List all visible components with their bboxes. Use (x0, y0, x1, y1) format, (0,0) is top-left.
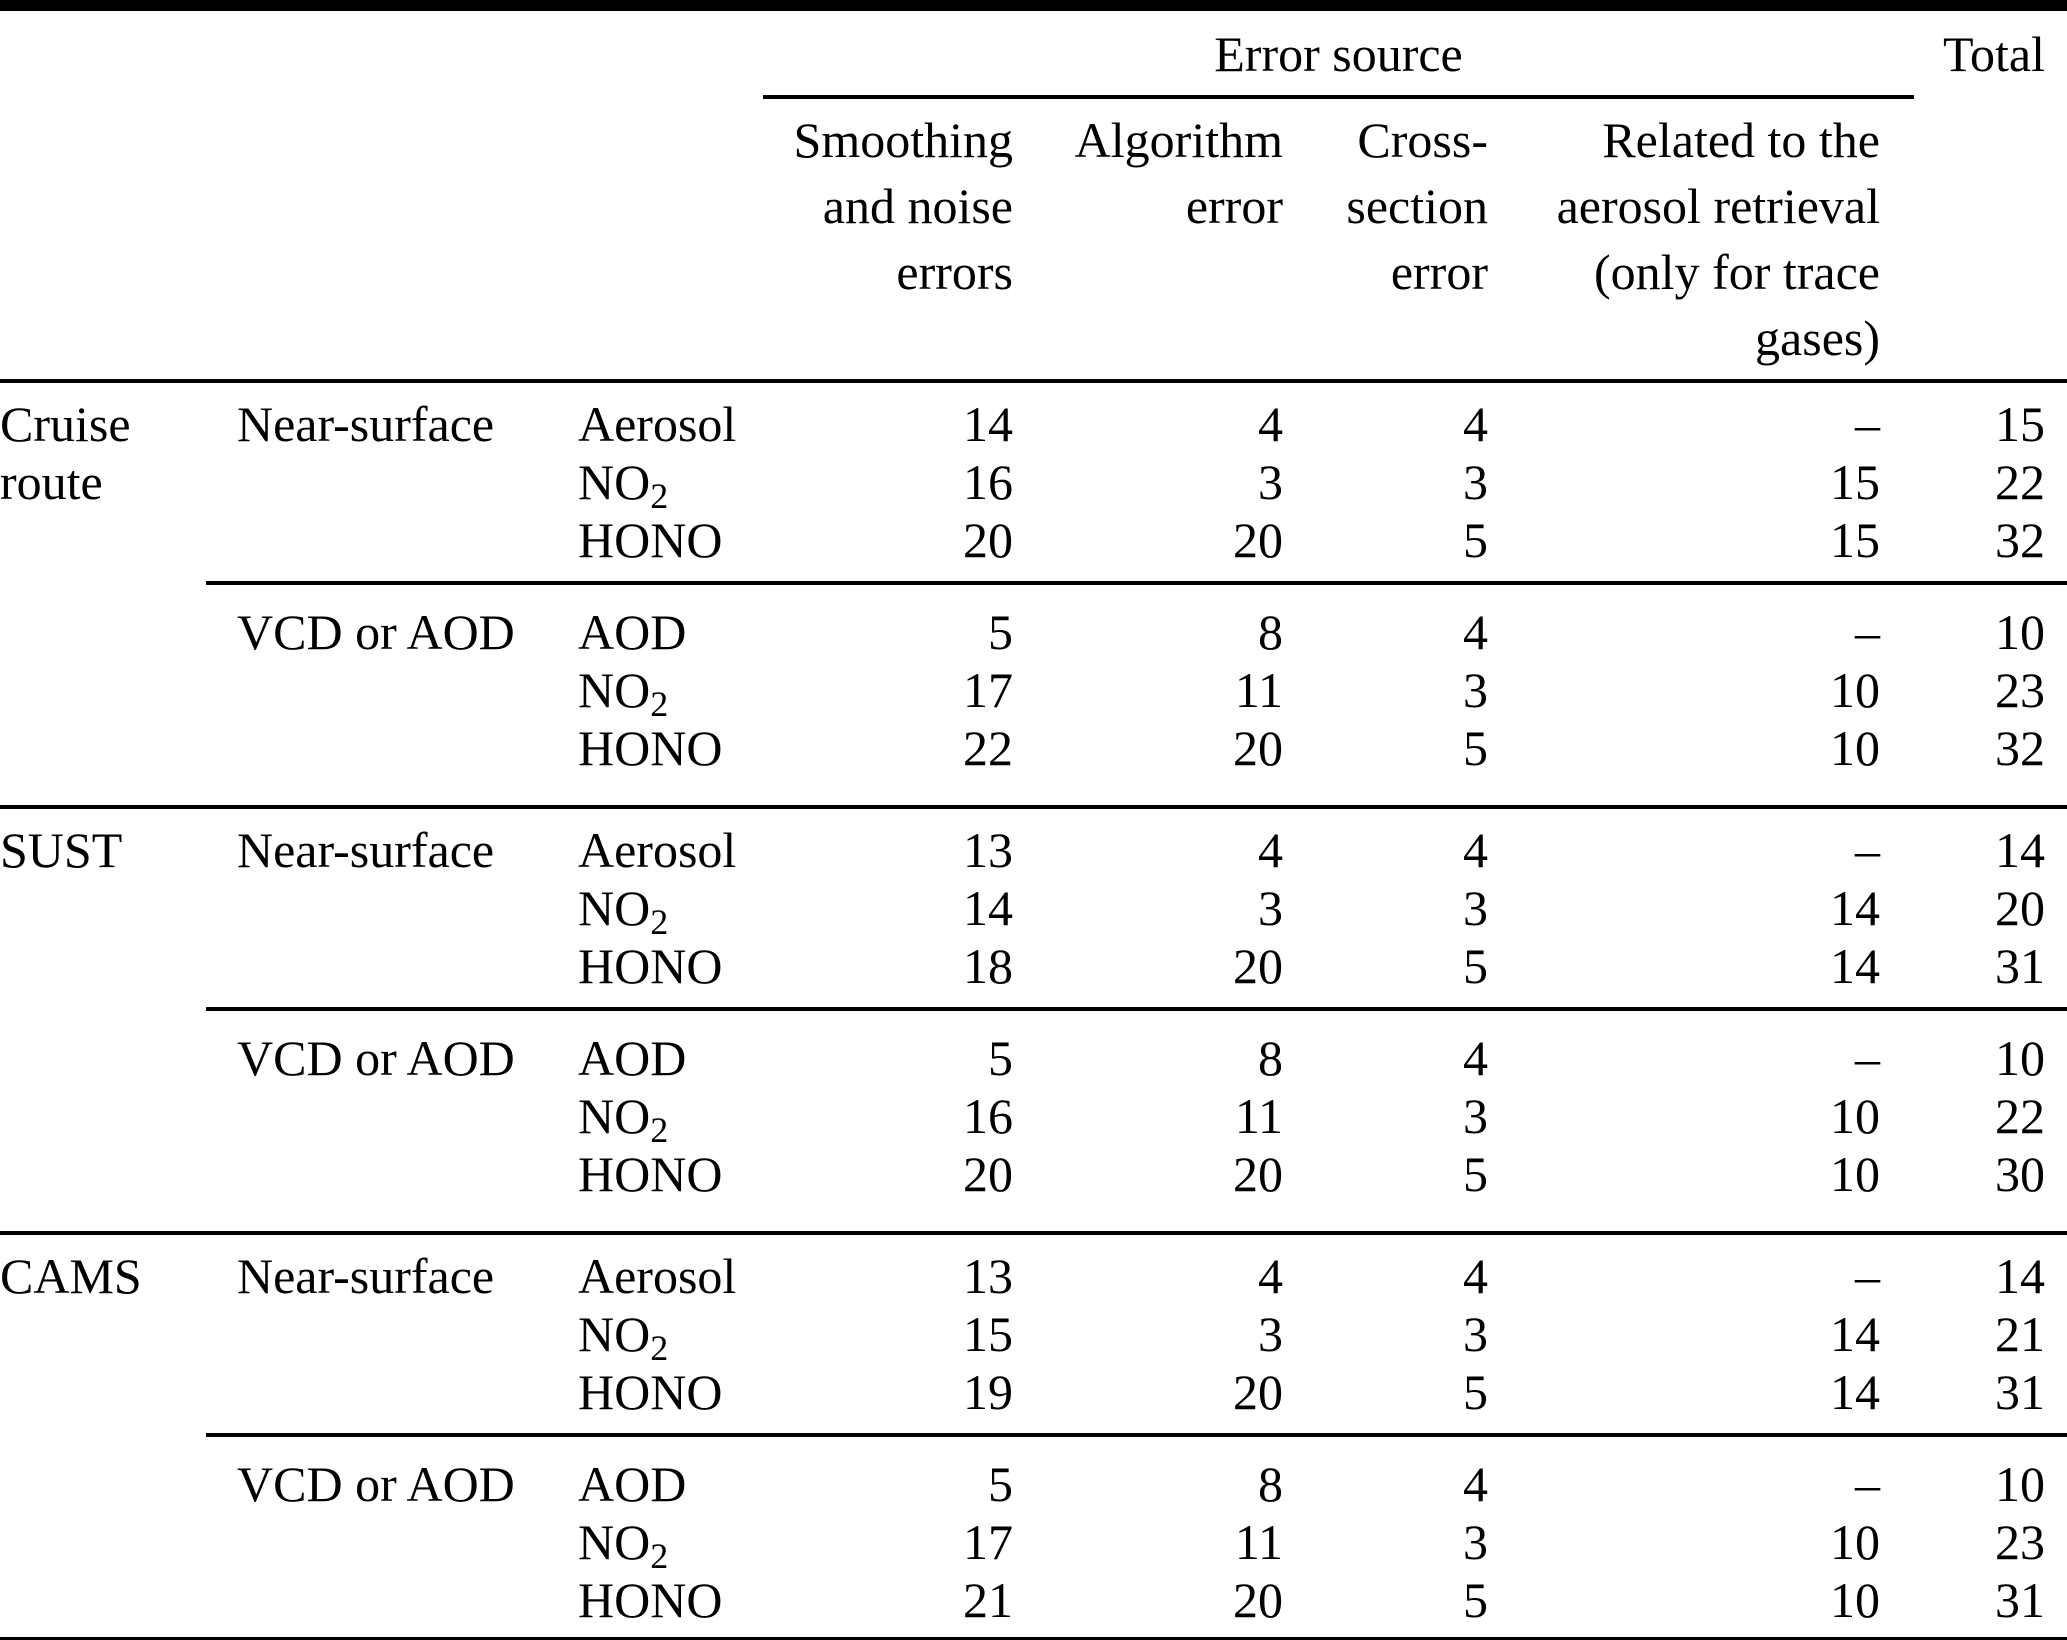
value-cell-aerosol-related: – (1505, 1435, 1914, 1513)
header-line: section (1346, 178, 1488, 234)
header-line: Related to the (1602, 112, 1880, 168)
header-row-top (0, 6, 2067, 98)
value-cell-algorithm: 20 (1233, 1572, 1283, 1628)
value-cell-smoothing: 20 (963, 512, 1013, 568)
value-cell-total: 10 (1914, 583, 2067, 661)
species-base: NO (578, 1514, 651, 1570)
species-base: NO (578, 454, 651, 510)
value-cell-cross-section: 5 (1463, 512, 1488, 568)
level-cell-vcd-or-aod: VCD or AOD (206, 583, 578, 807)
value-cell-aerosol-related: – (1505, 1009, 1914, 1087)
species-cell (578, 661, 763, 719)
species-cell (578, 807, 763, 879)
species-sub: 2 (650, 476, 669, 511)
value-cell-total: 10 (1914, 1435, 2067, 1513)
value-cell-cross-section: 3 (1463, 662, 1488, 718)
species-cell (578, 511, 763, 583)
species-cell (578, 1233, 763, 1305)
species-cell (578, 1363, 763, 1435)
species-cell (578, 381, 763, 453)
level-cell-near-surface: Near-surface (206, 1233, 578, 1435)
value-cell-aerosol-related: 14 (1830, 1364, 1880, 1420)
value-cell-cross-section: 3 (1463, 880, 1488, 936)
value-cell-aerosol-related: 14 (1830, 938, 1880, 994)
group-line: SUST (0, 822, 123, 878)
value-cell-aerosol-related: 15 (1830, 454, 1880, 510)
header-line: and noise (822, 178, 1013, 234)
value-cell-aerosol-related: 10 (1830, 1514, 1880, 1570)
header-line: errors (896, 244, 1013, 300)
value-cell-cross-section: 4 (1300, 1233, 1505, 1305)
header-col-cross-section (1300, 97, 1505, 381)
header-col-smoothing (763, 97, 1030, 381)
value-cell-total: 22 (1995, 454, 2045, 510)
value-cell-smoothing: 14 (963, 880, 1013, 936)
value-cell-smoothing: 13 (763, 1233, 1030, 1305)
value-cell-cross-section: 4 (1300, 583, 1505, 661)
species-cell (578, 1513, 763, 1571)
value-cell-smoothing: 16 (963, 454, 1013, 510)
species-cell (578, 1009, 763, 1087)
level-cell-vcd-or-aod: VCD or AOD (206, 1009, 578, 1233)
value-cell-aerosol-related: – (1855, 396, 1880, 452)
value-cell-smoothing: 18 (963, 938, 1013, 994)
value-cell-algorithm: 20 (1233, 938, 1283, 994)
species-sub: 2 (650, 684, 669, 719)
level-cell-vcd-or-aod: VCD or AOD (206, 1435, 578, 1640)
table-row (0, 381, 2067, 453)
value-cell-smoothing: 17 (963, 662, 1013, 718)
species-base: HONO (578, 1364, 723, 1420)
value-cell-aerosol-related: – (1505, 807, 1914, 879)
value-cell-cross-section: 5 (1463, 938, 1488, 994)
value-cell-aerosol-related: 10 (1830, 1572, 1880, 1628)
header-col-algorithm (1030, 97, 1300, 381)
group-line: CAMS (0, 1248, 142, 1304)
group-cell-sust (0, 807, 206, 1233)
value-cell-smoothing: 14 (963, 396, 1013, 452)
species-cell (578, 1435, 763, 1513)
value-cell-aerosol-related: 10 (1830, 662, 1880, 718)
value-cell-total: 30 (1995, 1146, 2045, 1202)
value-cell-algorithm: 11 (1234, 1088, 1283, 1144)
value-cell-algorithm: 3 (1258, 454, 1283, 510)
value-cell-total: 20 (1995, 880, 2045, 936)
header-line: Algorithm (1074, 112, 1283, 168)
value-cell-smoothing: 13 (763, 807, 1030, 879)
species-base: AOD (578, 1030, 687, 1086)
value-cell-smoothing: 17 (963, 1514, 1013, 1570)
value-cell-algorithm: 4 (1258, 396, 1283, 452)
value-cell-smoothing: 22 (963, 720, 1013, 776)
value-cell-cross-section: 4 (1300, 1435, 1505, 1513)
species-cell (578, 583, 763, 661)
species-cell (578, 1145, 763, 1233)
value-cell-smoothing: 15 (963, 1306, 1013, 1362)
value-cell-algorithm: 20 (1233, 512, 1283, 568)
table-row (0, 583, 2067, 661)
value-cell-total: 23 (1995, 662, 2045, 718)
value-cell-smoothing: 5 (763, 1009, 1030, 1087)
header-line: Smoothing (793, 112, 1013, 168)
species-base: Aerosol (578, 1248, 737, 1304)
header-line: Cross- (1357, 112, 1488, 168)
level-cell-near-surface: Near-surface (206, 807, 578, 1009)
table-row (0, 1009, 2067, 1087)
header-line: aerosol retrieval (1556, 178, 1880, 234)
header-line: error (1390, 244, 1488, 300)
group-line: route (0, 454, 103, 510)
species-sub: 2 (650, 1536, 669, 1571)
value-cell-smoothing: 19 (963, 1364, 1013, 1420)
value-cell-aerosol-related: 14 (1830, 880, 1880, 936)
species-cell (578, 1305, 763, 1363)
value-cell-algorithm: 3 (1258, 1306, 1283, 1362)
species-base: HONO (578, 1572, 723, 1628)
group-cell-cams (0, 1233, 206, 1640)
value-cell-smoothing: 20 (963, 1146, 1013, 1202)
header-col-aerosol-related (1505, 97, 1914, 381)
value-cell-cross-section: 5 (1463, 720, 1488, 776)
value-cell-cross-section: 3 (1463, 454, 1488, 510)
species-base: HONO (578, 720, 723, 776)
value-cell-smoothing: 5 (763, 583, 1030, 661)
value-cell-cross-section: 5 (1463, 1572, 1488, 1628)
value-cell-algorithm: 11 (1234, 662, 1283, 718)
value-cell-total: 31 (1995, 1572, 2045, 1628)
value-cell-total: 10 (1914, 1009, 2067, 1087)
value-cell-algorithm: 20 (1233, 1146, 1283, 1202)
species-cell (578, 937, 763, 1009)
table-row (0, 807, 2067, 879)
value-cell-total: 31 (1995, 1364, 2045, 1420)
value-cell-cross-section: 3 (1463, 1514, 1488, 1570)
species-cell (578, 453, 763, 511)
species-base: HONO (578, 1146, 723, 1202)
header-line: gases) (1755, 310, 1880, 366)
header-total: Total (1942, 26, 2045, 82)
species-base: AOD (578, 1456, 687, 1512)
value-cell-aerosol-related: 10 (1830, 720, 1880, 776)
value-cell-algorithm: 20 (1233, 1364, 1283, 1420)
level-cell-near-surface: Near-surface (237, 396, 495, 452)
species-base: HONO (578, 512, 723, 568)
species-base: NO (578, 662, 651, 718)
value-cell-total: 15 (1995, 396, 2045, 452)
value-cell-algorithm: 11 (1234, 1514, 1283, 1570)
species-base: NO (578, 1088, 651, 1144)
header-spacer (1914, 97, 2067, 381)
species-base: Aerosol (578, 396, 737, 452)
value-cell-cross-section: 4 (1300, 807, 1505, 879)
value-cell-total: 21 (1995, 1306, 2045, 1362)
species-sub: 2 (650, 902, 669, 937)
table-row (0, 1233, 2067, 1305)
header-spacer (0, 97, 763, 381)
header-error-source: Error source (763, 6, 1914, 98)
value-cell-cross-section: 4 (1463, 396, 1488, 452)
value-cell-cross-section: 3 (1463, 1088, 1488, 1144)
value-cell-cross-section: 5 (1463, 1146, 1488, 1202)
group-cell-cruise-route (0, 381, 206, 807)
value-cell-algorithm: 8 (1030, 1435, 1300, 1513)
value-cell-aerosol-related: – (1505, 1233, 1914, 1305)
value-cell-aerosol-related: 10 (1830, 1146, 1880, 1202)
value-cell-algorithm: 20 (1233, 720, 1283, 776)
value-cell-total: 23 (1995, 1514, 2045, 1570)
value-cell-total: 32 (1995, 512, 2045, 568)
header-line: error (1185, 178, 1283, 234)
species-sub: 2 (650, 1110, 669, 1145)
species-sub: 2 (650, 1328, 669, 1363)
species-base: NO (578, 880, 651, 936)
value-cell-algorithm: 8 (1030, 583, 1300, 661)
value-cell-aerosol-related: 15 (1830, 512, 1880, 568)
value-cell-cross-section: 4 (1300, 1009, 1505, 1087)
value-cell-aerosol-related: 10 (1830, 1088, 1880, 1144)
species-cell (578, 1571, 763, 1640)
value-cell-algorithm: 4 (1030, 1233, 1300, 1305)
value-cell-total: 14 (1914, 1233, 2067, 1305)
species-cell (578, 719, 763, 807)
value-cell-algorithm: 3 (1258, 880, 1283, 936)
value-cell-aerosol-related: – (1505, 583, 1914, 661)
group-line: Cruise (0, 396, 131, 452)
value-cell-total: 31 (1995, 938, 2045, 994)
value-cell-cross-section: 5 (1463, 1364, 1488, 1420)
value-cell-total: 14 (1914, 807, 2067, 879)
species-base: HONO (578, 938, 723, 994)
species-cell (578, 1087, 763, 1145)
species-cell (578, 879, 763, 937)
value-cell-total: 22 (1995, 1088, 2045, 1144)
value-cell-aerosol-related: 14 (1830, 1306, 1880, 1362)
species-base: Aerosol (578, 822, 737, 878)
table-row (0, 1435, 2067, 1513)
header-spacer (0, 6, 763, 98)
value-cell-total: 32 (1995, 720, 2045, 776)
value-cell-smoothing: 5 (763, 1435, 1030, 1513)
value-cell-smoothing: 16 (963, 1088, 1013, 1144)
value-cell-cross-section: 3 (1463, 1306, 1488, 1362)
value-cell-algorithm: 8 (1030, 1009, 1300, 1087)
header-row-columns (0, 97, 2067, 381)
species-base: AOD (578, 604, 687, 660)
species-base: NO (578, 1306, 651, 1362)
value-cell-smoothing: 21 (963, 1572, 1013, 1628)
header-line: (only for trace (1594, 244, 1880, 300)
value-cell-algorithm: 4 (1030, 807, 1300, 879)
